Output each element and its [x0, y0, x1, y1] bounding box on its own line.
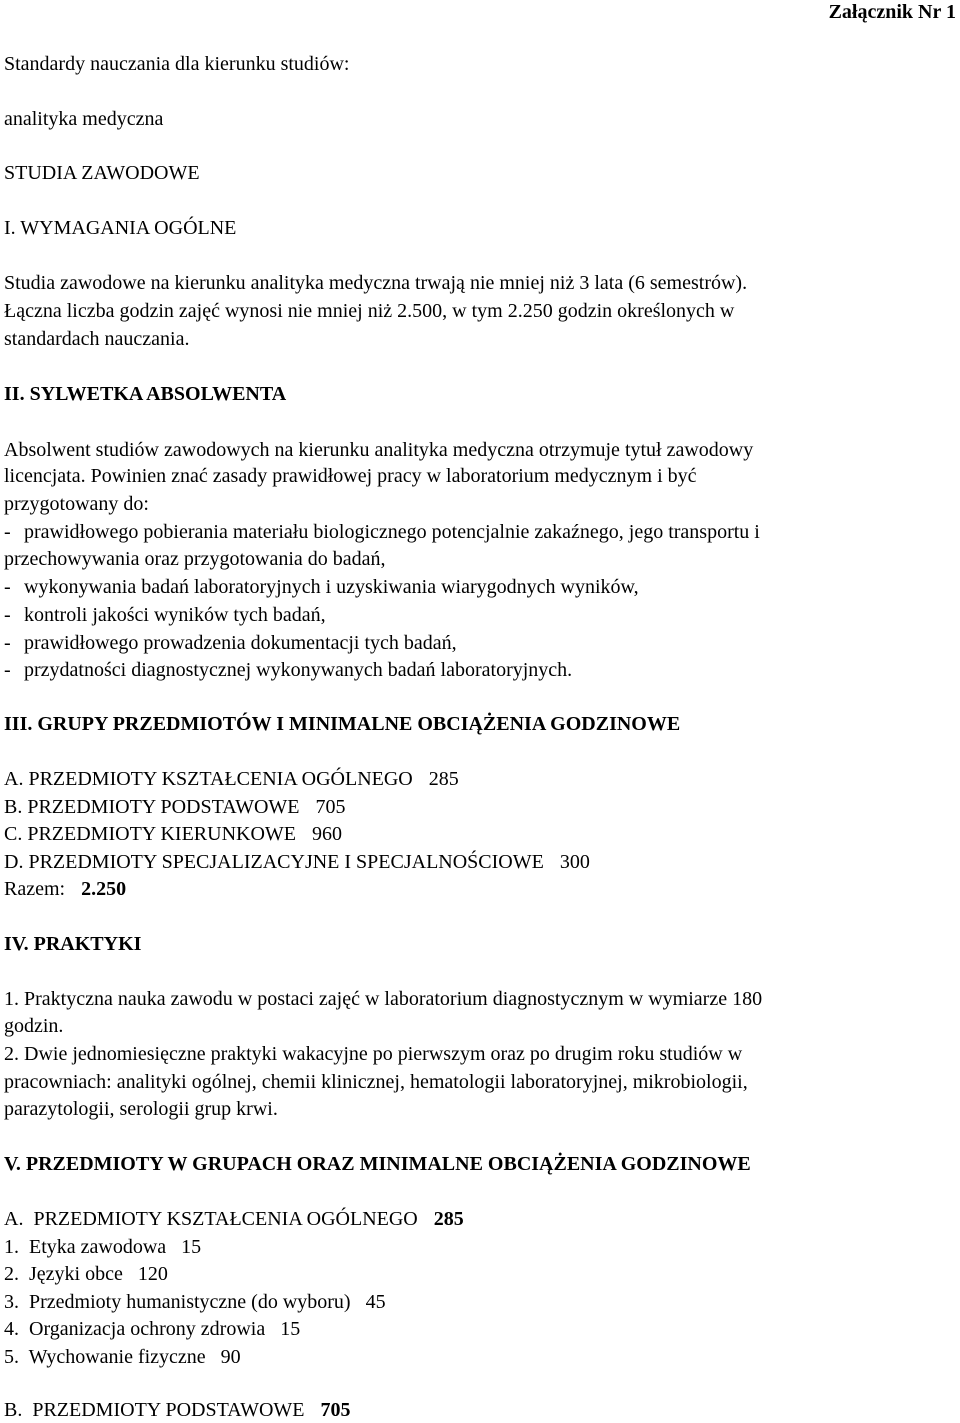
section-1-heading: I. WYMAGANIA OGÓLNE: [4, 217, 237, 239]
section-1-line-3: standardach nauczania.: [4, 328, 190, 350]
list-item: - przydatności diagnostycznej wykonywanych badań laboratoryjnych.: [4, 659, 573, 681]
section-4-heading: IV. PRAKTYKI: [4, 933, 142, 955]
section-1-line-2: Łączna liczba godzin zajęć wynosi nie mniej niż 2.500, w tym 2.250 godzin określonych w: [4, 300, 735, 322]
list-item: - wykonywania badań laboratoryjnych i uzyskiwania wiarygodnych wyników,: [4, 576, 639, 598]
section-4-line-2: godzin.: [4, 1015, 64, 1037]
list-item: - prawidłowego prowadzenia dokumentacji tych badań,: [4, 632, 457, 654]
list-item: - prawidłowego pobierania materiału biologicznego potencjalnie zakaźnego, jego transportu i: [4, 521, 760, 543]
group-row: D. PRZEDMIOTY SPECJALIZACYJNE I SPECJALNOŚCIOWE 300: [4, 851, 590, 873]
group-row: B. PRZEDMIOTY PODSTAWOWE 705: [4, 796, 346, 818]
list-item: - kontroli jakości wyników tych badań,: [4, 604, 326, 626]
annex-label: Załącznik Nr 1: [828, 1, 956, 23]
section-4-line-4: pracowniach: analityki ogólnej, chemii klinicznej, hematologii laboratoryjnej, mikrobiologii,: [4, 1071, 748, 1093]
group-a-heading: A. PRZEDMIOTY KSZTAŁCENIA OGÓLNEGO 285: [4, 1208, 464, 1230]
field-name: analityka medyczna: [4, 108, 164, 130]
group-row: C. PRZEDMIOTY KIERUNKOWE 960: [4, 823, 343, 845]
subject-row: 5. Wychowanie fizyczne 90: [4, 1346, 241, 1368]
section-3-heading: III. GRUPY PRZEDMIOTÓW I MINIMALNE OBCIĄŻENIA GODZINOWE: [4, 713, 681, 735]
subject-row: 3. Przedmioty humanistyczne (do wyboru) 45: [4, 1291, 386, 1313]
list-item-continuation: przechowywania oraz przygotowania do badań,: [4, 548, 386, 570]
section-2-line-1: Absolwent studiów zawodowych na kierunku analityka medyczna otrzymuje tytuł zawodowy: [4, 439, 754, 461]
study-type: STUDIA ZAWODOWE: [4, 162, 200, 184]
total-row: Razem: 2.250: [4, 878, 127, 900]
section-1-line-1: Studia zawodowe na kierunku analityka medyczna trwają nie mniej niż 3 lata (6 semestrów).: [4, 272, 748, 294]
section-5-heading: V. PRZEDMIOTY W GRUPACH ORAZ MINIMALNE OBCIĄŻENIA GODZINOWE: [4, 1153, 751, 1175]
group-b-heading: B. PRZEDMIOTY PODSTAWOWE 705: [4, 1399, 351, 1421]
section-4-line-3: 2. Dwie jednomiesięczne praktyki wakacyjne po pierwszym oraz po drugim roku studiów w: [4, 1043, 743, 1065]
section-2-line-2: licencjata. Powinien znać zasady prawidłowej pracy w laboratorium medycznym i być: [4, 465, 697, 487]
subject-row: 2. Języki obce 120: [4, 1263, 168, 1285]
section-4-line-1: 1. Praktyczna nauka zawodu w postaci zajęć w laboratorium diagnostycznym w wymiarze 180: [4, 988, 763, 1010]
section-4-line-5: parazytologii, serologii grup krwi.: [4, 1098, 278, 1120]
section-2-heading: II. SYLWETKA ABSOLWENTA: [4, 383, 287, 405]
standards-title: Standardy nauczania dla kierunku studiów:: [4, 53, 350, 75]
subject-row: 4. Organizacja ochrony zdrowia 15: [4, 1318, 301, 1340]
group-row: A. PRZEDMIOTY KSZTAŁCENIA OGÓLNEGO 285: [4, 768, 459, 790]
subject-row: 1. Etyka zawodowa 15: [4, 1236, 202, 1258]
section-2-line-3: przygotowany do:: [4, 493, 149, 515]
